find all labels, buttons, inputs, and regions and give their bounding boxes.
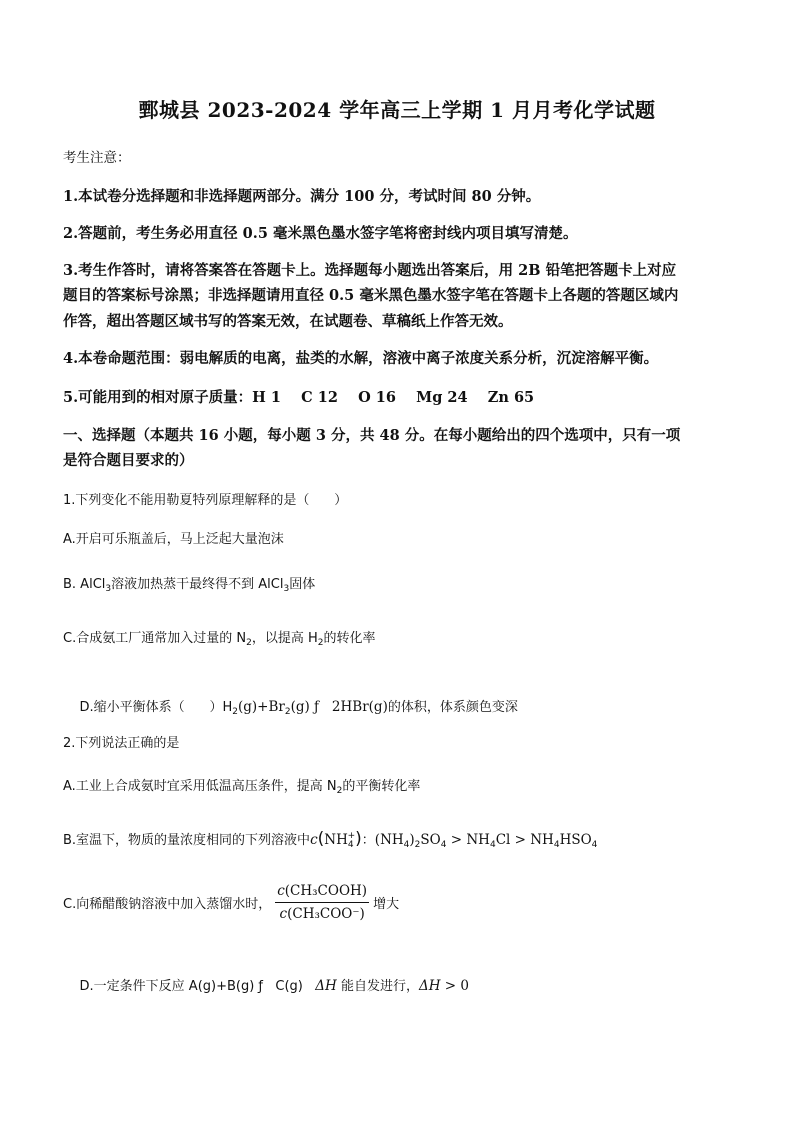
q1-option-c: C.合成氨工厂通常加入过量的 $N_2$，以提高 $H_2$的转化率 — [63, 631, 376, 648]
notice-heading: 考生注意： — [63, 150, 131, 166]
q1-b-mid: 溶液加热蒸干最终得不到 AlCl — [111, 577, 284, 592]
notice-item-5: 5.可能用到的相对原子质量：H 1 C 12 O 16 Mg 24 Zn 65 — [63, 389, 535, 406]
q2-c-fraction: $\frac{\text{c(CH₃COOH)}}{\text{c(CH₃COO⁻)}}$ — [277, 883, 368, 922]
q1-c-mid: ，以提高 H — [251, 631, 318, 646]
q1-d-eq2: (g) ƒ 2HBr(g) — [290, 699, 388, 715]
q2-option-d — [63, 960, 469, 1009]
q2-b-s2: > NH — [446, 832, 490, 848]
q2-d-h2: ΔH — [418, 978, 441, 994]
section-heading-line2: 是符合题目要求的） — [63, 452, 194, 469]
q2-d-mid: 能自发进行， — [336, 979, 419, 994]
q2-a-pre: A.工业上合成氨时宜采用低温高压条件，提高 N — [63, 779, 337, 794]
q1-d-eq: (g)+Br — [237, 699, 285, 715]
q2-b-s1c: SO — [420, 832, 441, 848]
q1-option-a: A.开启可乐瓶盖后，马上泛起大量泡沫 — [63, 532, 284, 547]
q1-c-pre: C.合成氨工厂通常加入过量的 N — [63, 631, 247, 646]
q2-b-colon: ： — [361, 833, 375, 848]
page-title: 鄄城县 2023-2024 学年高三上学期 1 月月考化学试题 — [138, 98, 656, 122]
q2-stem: 2.下列说法正确的是 — [63, 736, 180, 751]
q2-c-num: (CH₃COOH) — [284, 883, 368, 899]
q1-b-post: 固体 — [289, 577, 316, 592]
q2-d-pre: D.一定条件下反应 A(g)+B(g) ƒ C(g) — [79, 979, 316, 994]
q1-d-post: 的体积，体系颜色变深 — [387, 700, 518, 715]
q1-b-pre: B. AlCl — [63, 577, 106, 592]
notice-item-4: 4.本卷命题范围：弱电解质的电离，盐类的水解，溶液中离子浓度关系分析，沉淀溶解平衡。 — [63, 350, 659, 367]
q2-c-pre: C.向稀醋酸钠溶液中加入蒸馏水时， — [63, 897, 272, 912]
q1-option-b: B. AlCl$_3$溶液加热蒸干最终得不到 AlCl$_3$固体 — [63, 577, 316, 594]
q2-b-s2b: Cl > NH — [495, 832, 554, 848]
q2-b-ion: NH — [324, 832, 348, 848]
q2-b-s1: (NH — [374, 832, 404, 848]
q2-b-s3: HSO — [559, 832, 592, 848]
q2-option-c — [63, 878, 399, 932]
q2-b-c: c — [310, 832, 318, 848]
q2-c-den: (CH₃COO⁻) — [287, 906, 365, 922]
q1-stem: 1.下列变化不能用勒夏特列原理解释的是（ ） — [63, 493, 348, 508]
q1-d-pre: D.缩小平衡体系（ ）H — [79, 700, 233, 715]
q2-d-post: > 0 — [440, 978, 469, 994]
notice-item-3-line1: 3.考生作答时，请将答案答在答题卡上。选择题每小题选出答案后，用 2B 铅笔把答题卡上对应 — [63, 262, 677, 279]
notice-item-3-line3: 作答，超出答题区域书写的答案无效，在试题卷、草稿纸上作答无效。 — [63, 313, 513, 330]
q1-option-d: D.缩小平衡体系（ ）$H_2(g)+Br_2(g)$ ƒ 2HBr(g)的体积，体系颜色变深 — [79, 699, 518, 717]
section-heading-line1: 一、选择题（本题共 16 小题，每小题 3 分，共 48 分。在每小题给出的四个选项中，只有一项 — [63, 427, 681, 444]
notice-item-2: 2.答题前，考生务必用直径 0.5 毫米黑色墨水签字笔将密封线内项目填写清楚。 — [63, 225, 578, 242]
notice-item-3-line2: 题目的答案标号涂黑；非选择题请用直径 0.5 毫米黑色墨水签字笔在答题卡上各题的答题区域内 — [63, 287, 679, 304]
q2-option-b: B.室温下，物质的量浓度相同的下列溶液中$c(NH_4^+)$：$(NH_4)_2SO_4 > NH_4Cl > NH_4HSO_4$ — [63, 829, 598, 850]
q2-c-post: 增大 — [373, 897, 400, 912]
q2-b-pre: B.室温下，物质的量浓度相同的下列溶液中 — [63, 833, 311, 848]
q2-a-post: 的平衡转化率 — [342, 779, 421, 794]
q2-d-h: ΔH — [315, 978, 337, 994]
q2-option-a: A.工业上合成氨时宜采用低温高压条件，提高 $N_2$的平衡转化率 — [63, 779, 421, 796]
notice-item-1: 1.本试卷分选择题和非选择题两部分。满分 100 分，考试时间 80 分钟。 — [63, 188, 541, 205]
q1-c-post: 的转化率 — [323, 631, 376, 646]
q2-b-s1b: ) — [409, 832, 415, 848]
